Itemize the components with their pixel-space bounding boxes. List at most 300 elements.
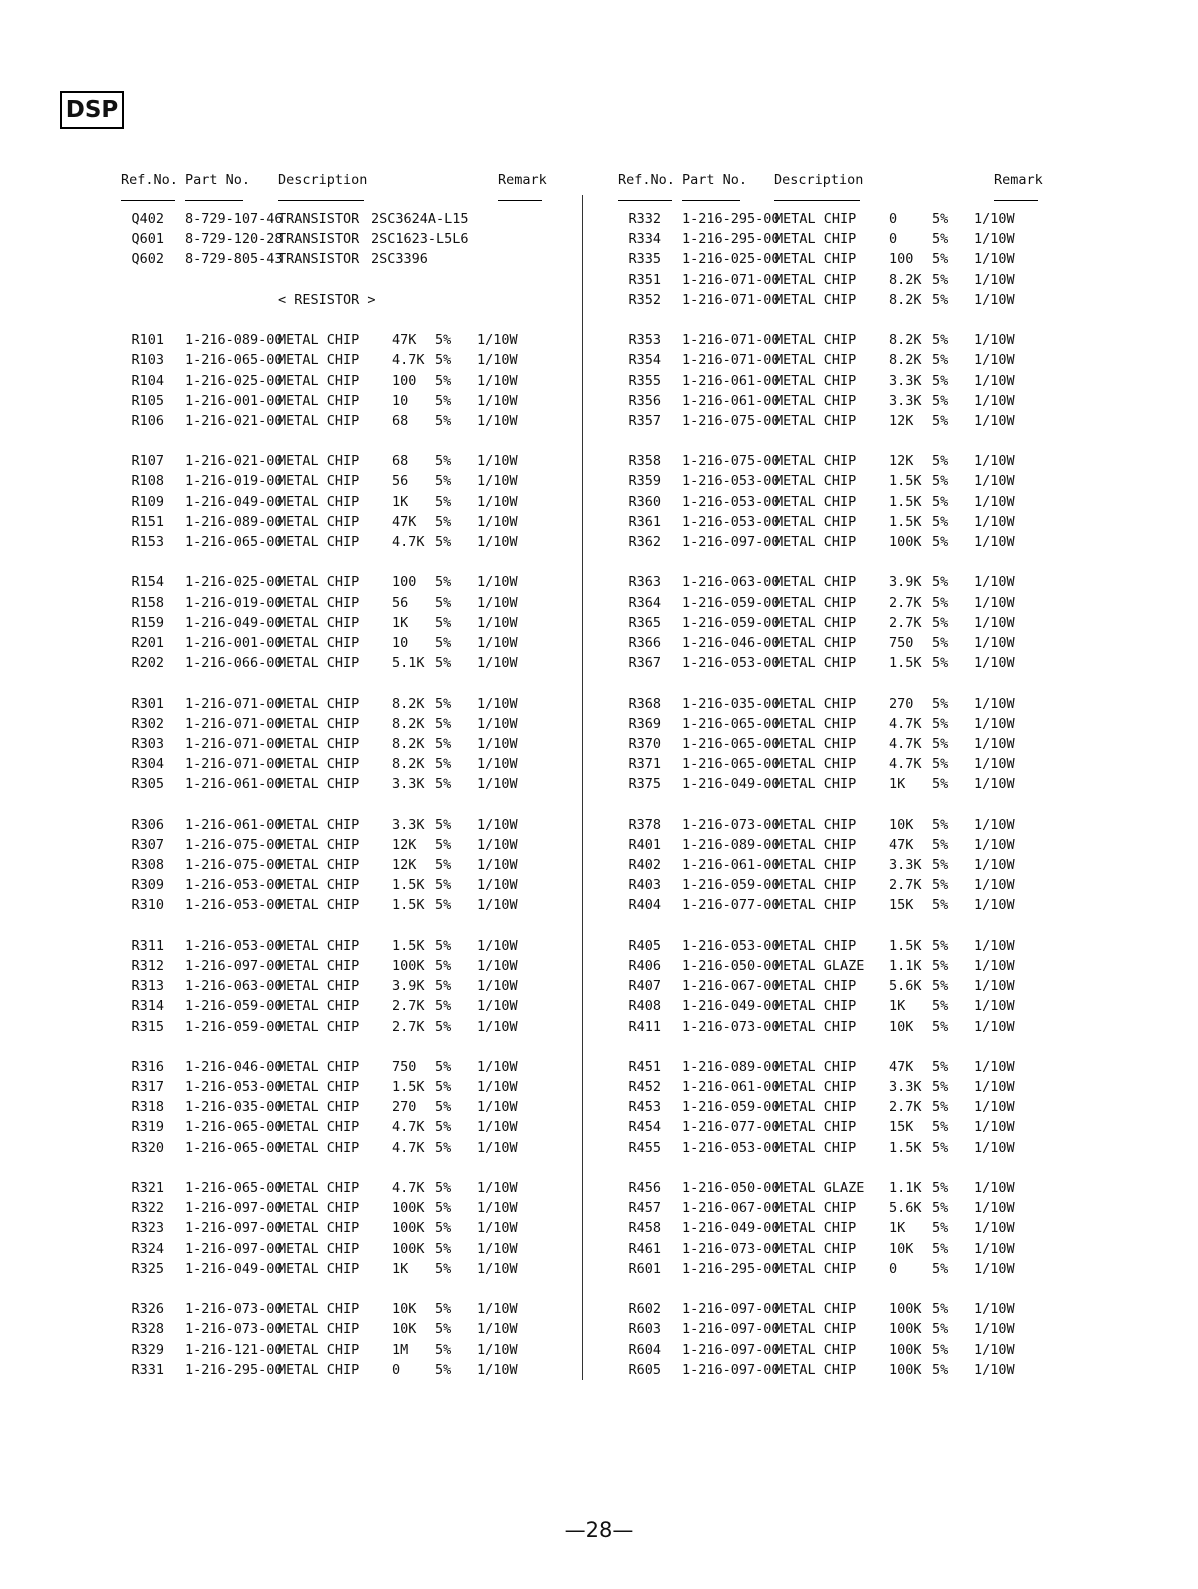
ref-no: R153: [131, 534, 164, 550]
table-row: [497, 978, 1015, 998]
ref-no: R307: [131, 836, 164, 853]
wattage: 1/10W: [477, 857, 518, 873]
resistance-value: 0: [392, 1361, 401, 1378]
ref-no: R202: [131, 655, 164, 672]
part-no: 1-216-061-00: [682, 392, 780, 409]
description: METAL CHIP: [278, 776, 360, 793]
table-row: [0, 473, 518, 493]
table-row: [0, 1119, 518, 1139]
tolerance: 5%: [435, 493, 452, 510]
part-no: 1-216-067-00: [682, 978, 780, 995]
tolerance: 5%: [932, 594, 949, 611]
ref-no: R353: [628, 332, 661, 349]
resistance-value: 8.2K: [392, 715, 425, 732]
wattage: 1/10W: [974, 1301, 1015, 1318]
description: METAL CHIP: [278, 1321, 360, 1338]
table-row: [0, 776, 518, 796]
wattage: 1/10W: [477, 1200, 518, 1217]
description: METAL CHIP: [775, 594, 857, 611]
tolerance: 5%: [932, 332, 949, 349]
wattage: 1/10W: [477, 655, 518, 672]
part-no: 8-729-120-28: [185, 231, 283, 248]
wattage: 1/10W: [477, 634, 518, 651]
part-no: 1-216-019-00: [185, 473, 283, 490]
wattage: 1/10W: [477, 1301, 518, 1318]
ref-no: R329: [131, 1341, 164, 1358]
resistance-value: 3.3K: [889, 372, 922, 389]
table-row: [0, 1301, 518, 1321]
part-no: 1-216-061-00: [682, 1079, 780, 1096]
resistance-value: 8.2K: [392, 695, 425, 712]
ref-no: R104: [131, 372, 164, 389]
table-row: [497, 655, 1015, 675]
description: METAL CHIP: [775, 877, 857, 894]
resistance-value: 270: [392, 1099, 417, 1116]
tolerance: 5%: [435, 836, 452, 853]
wattage: 1/10W: [974, 756, 1015, 773]
tolerance: 5%: [435, 513, 452, 530]
table-row: [0, 715, 518, 736]
tolerance: 5%: [435, 937, 452, 954]
tolerance: 5%: [932, 574, 949, 591]
ref-no: R358: [628, 453, 661, 470]
wattage: 1/10W: [974, 1119, 1015, 1136]
resistance-value: 4.7K: [889, 756, 922, 773]
description: METAL CHIP: [775, 513, 857, 530]
wattage: 1/10W: [974, 634, 1015, 651]
part-no: 1-216-059-00: [185, 1018, 283, 1035]
description: METAL CHIP: [278, 1119, 360, 1136]
spacer-row: [497, 1160, 997, 1180]
description: METAL CHIP: [775, 776, 857, 793]
wattage: 1/10W: [974, 1240, 1015, 1257]
resistance-value: 10K: [889, 816, 914, 833]
table-row: [0, 453, 518, 473]
resistance-value: 3.3K: [889, 392, 922, 409]
ref-no: R323: [131, 1220, 164, 1237]
tolerance: 5%: [435, 1058, 452, 1075]
tolerance: 5%: [932, 1058, 949, 1075]
description: METAL CHIP: [775, 392, 857, 409]
table-row: [497, 1301, 1015, 1321]
wattage: 1/10W: [974, 1321, 1015, 1338]
part-no: 1-216-071-00: [682, 352, 780, 369]
spacer-row: [0, 918, 500, 938]
ref-no: R457: [628, 1200, 661, 1217]
wattage: 1/10W: [477, 1058, 518, 1075]
wattage: 1/10W: [974, 816, 1015, 833]
spacer-row: [0, 433, 500, 453]
resistance-value: 1.5K: [392, 897, 425, 914]
description: METAL CHIP: [775, 614, 857, 631]
wattage: 1/10W: [477, 1180, 518, 1196]
table-row: [0, 513, 518, 534]
wattage: 1/10W: [477, 574, 518, 591]
ref-no: R356: [628, 392, 661, 409]
table-row: [0, 1139, 518, 1160]
tolerance: 5%: [932, 957, 949, 974]
part-no: 1-216-053-00: [682, 1139, 780, 1156]
wattage: 1/10W: [477, 1341, 518, 1358]
wattage: 1/10W: [477, 756, 518, 773]
resistance-value: 100K: [392, 957, 425, 974]
table-row: [0, 978, 518, 998]
ref-no: R109: [131, 493, 164, 510]
part-no: 1-216-001-00: [185, 634, 283, 651]
ref-no: R402: [628, 857, 661, 873]
resistance-value: 10: [392, 392, 409, 409]
description: METAL CHIP: [278, 756, 360, 773]
tolerance: 5%: [932, 372, 949, 389]
resistance-value: 1.1K: [889, 1180, 922, 1196]
tolerance: 5%: [435, 695, 452, 712]
resistance-value: 47K: [392, 332, 417, 349]
tolerance: 5%: [435, 534, 452, 550]
tolerance: 5%: [435, 352, 452, 369]
tolerance: 5%: [435, 776, 452, 793]
spacer-row: [497, 675, 997, 695]
table-row: [497, 332, 1015, 352]
part-no: 1-216-065-00: [682, 735, 780, 752]
wattage: 1/10W: [974, 1139, 1015, 1156]
ref-no: R605: [628, 1361, 661, 1378]
tolerance: 5%: [932, 937, 949, 954]
ref-no: R354: [628, 352, 661, 369]
part-no: 1-216-071-00: [185, 735, 283, 752]
header-underline: [618, 200, 672, 201]
part-no: 1-216-050-00: [682, 957, 780, 974]
resistance-value: 12K: [889, 453, 914, 470]
wattage: 1/10W: [477, 978, 518, 995]
resistance-value: 12K: [392, 857, 417, 873]
ref-no: R312: [131, 957, 164, 974]
ref-no: R308: [131, 857, 164, 873]
description: METAL CHIP: [775, 534, 857, 550]
tolerance: 5%: [932, 614, 949, 631]
wattage: 1/10W: [974, 836, 1015, 853]
wattage: 1/10W: [477, 715, 518, 732]
description: METAL CHIP: [278, 332, 360, 349]
part-no: 1-216-075-00: [682, 412, 780, 429]
description: TRANSISTOR: [278, 231, 360, 248]
tolerance: 5%: [932, 453, 949, 470]
table-row: [0, 634, 518, 655]
description: METAL CHIP: [278, 1341, 360, 1358]
resistance-value: 5.6K: [889, 1200, 922, 1217]
resistance-value: 12K: [392, 836, 417, 853]
wattage: 1/10W: [477, 412, 518, 429]
part-no: 1-216-049-00: [682, 998, 780, 1015]
ref-no: R455: [628, 1139, 661, 1156]
part-no: 1-216-097-00: [185, 1220, 283, 1237]
ref-no: R363: [628, 574, 661, 591]
tolerance: 5%: [932, 634, 949, 651]
page-number: —28—: [564, 1518, 634, 1542]
wattage: 1/10W: [477, 372, 518, 389]
part-no: 1-216-059-00: [185, 998, 283, 1015]
description: METAL CHIP: [775, 937, 857, 954]
header-remark: Remark: [994, 172, 1043, 188]
ref-no: R604: [628, 1341, 661, 1358]
wattage: 1/10W: [974, 857, 1015, 873]
description: METAL CHIP: [278, 574, 360, 591]
table-row: [497, 1139, 1015, 1160]
wattage: 1/10W: [477, 594, 518, 611]
part-no: 1-216-075-00: [185, 857, 283, 873]
table-row: [0, 594, 518, 615]
wattage: 1/10W: [477, 513, 518, 530]
part-no: 1-216-025-00: [185, 574, 283, 591]
resistance-value: 1.5K: [392, 937, 425, 954]
description: METAL CHIP: [775, 1058, 857, 1075]
table-row: [0, 1361, 518, 1382]
description: METAL CHIP: [278, 937, 360, 954]
description: METAL CHIP: [775, 352, 857, 369]
table-row: [497, 1361, 1015, 1382]
ref-no: R375: [628, 776, 661, 793]
table-row: [497, 392, 1015, 413]
header-description: Description: [278, 172, 368, 188]
resistance-value: 2.7K: [889, 594, 922, 611]
ref-no: R316: [131, 1058, 164, 1075]
table-row: [497, 271, 1015, 292]
ref-no: R602: [628, 1301, 661, 1318]
wattage: 1/10W: [974, 251, 1015, 268]
tolerance: 5%: [435, 1099, 452, 1116]
table-row: [497, 231, 1015, 251]
description: METAL CHIP: [278, 352, 360, 369]
wattage: 1/10W: [974, 897, 1015, 914]
wattage: 1/10W: [974, 1220, 1015, 1237]
table-row: [0, 1220, 518, 1240]
resistance-value: 68: [392, 453, 409, 470]
part-no: 1-216-021-00: [185, 412, 283, 429]
spacer-row: [0, 1160, 500, 1180]
description: METAL CHIP: [775, 978, 857, 995]
description: METAL CHIP: [278, 1220, 360, 1237]
part-no: 1-216-065-00: [185, 1119, 283, 1136]
wattage: 1/10W: [974, 372, 1015, 389]
ref-no: R108: [131, 473, 164, 490]
wattage: 1/10W: [974, 352, 1015, 369]
description: METAL CHIP: [278, 1260, 360, 1277]
table-row: [497, 756, 1015, 776]
ref-no: R313: [131, 978, 164, 995]
resistance-value: 8.2K: [889, 332, 922, 349]
description: METAL CHIP: [775, 493, 857, 510]
table-row: [0, 655, 518, 675]
resistance-value: 2.7K: [889, 1099, 922, 1116]
spacer-row: [0, 1039, 500, 1059]
part-no: 1-216-053-00: [682, 937, 780, 954]
part-no: 1-216-049-00: [185, 1260, 283, 1277]
resistance-value: 4.7K: [889, 715, 922, 732]
resistance-value: 68: [392, 412, 409, 429]
wattage: 1/10W: [477, 614, 518, 631]
resistance-value: 2.7K: [392, 998, 425, 1015]
ref-no: R201: [131, 634, 164, 651]
resistance-value: 100: [889, 251, 914, 268]
ref-no: R403: [628, 877, 661, 894]
part-no: 1-216-097-00: [185, 957, 283, 974]
description: METAL CHIP: [278, 513, 360, 530]
wattage: 1/10W: [477, 776, 518, 793]
tolerance: 5%: [932, 392, 949, 409]
description: METAL CHIP: [775, 756, 857, 773]
description: METAL CHIP: [775, 372, 857, 389]
description: METAL CHIP: [278, 453, 360, 470]
part-no: 1-216-053-00: [185, 897, 283, 914]
ref-no: R328: [131, 1321, 164, 1338]
wattage: 1/10W: [477, 473, 518, 490]
part-no: 1-216-089-00: [185, 513, 283, 530]
resistance-value: 3.3K: [889, 1079, 922, 1096]
resistance-value: 10K: [889, 1240, 914, 1257]
description: METAL CHIP: [278, 473, 360, 490]
wattage: 1/10W: [974, 291, 1015, 308]
tolerance: 5%: [932, 1301, 949, 1318]
header-underline: [994, 200, 1038, 201]
parts-list-left: [0, 211, 518, 1382]
resistance-value: 1.5K: [889, 655, 922, 672]
tolerance: 5%: [435, 816, 452, 833]
ref-no: R318: [131, 1099, 164, 1116]
part-no: 1-216-053-00: [185, 1079, 283, 1096]
resistance-value: 8.2K: [889, 271, 922, 288]
resistance-value: 1.5K: [889, 1139, 922, 1156]
ref-no: R101: [131, 332, 164, 349]
resistance-value: 1.5K: [392, 877, 425, 894]
part-no: 1-216-061-00: [185, 816, 283, 833]
ref-no: R406: [628, 957, 661, 974]
ref-no: R461: [628, 1240, 661, 1257]
wattage: 1/10W: [974, 1361, 1015, 1378]
part-no: 1-216-025-00: [185, 372, 283, 389]
spacer-row: [497, 1281, 997, 1301]
part-no: 1-216-035-00: [682, 695, 780, 712]
wattage: 1/10W: [974, 937, 1015, 954]
resistance-value: 3.3K: [392, 816, 425, 833]
resistance-value: 47K: [889, 836, 914, 853]
part-no: 1-216-295-00: [682, 231, 780, 248]
description: METAL CHIP: [278, 534, 360, 550]
table-row: [497, 1341, 1015, 1362]
description: TRANSISTOR: [278, 251, 360, 268]
ref-no: R324: [131, 1240, 164, 1257]
ref-no: R103: [131, 352, 164, 369]
wattage: 1/10W: [477, 735, 518, 752]
ref-no: R355: [628, 372, 661, 389]
part-no: 1-216-061-00: [682, 372, 780, 389]
wattage: 1/10W: [974, 534, 1015, 550]
resistance-value: 1K: [392, 1260, 409, 1277]
tolerance: 5%: [932, 473, 949, 490]
ref-no: Q601: [131, 231, 164, 248]
wattage: 1/10W: [974, 978, 1015, 995]
ref-no: R325: [131, 1260, 164, 1277]
resistance-value: 1K: [392, 493, 409, 510]
description: METAL CHIP: [775, 695, 857, 712]
table-row: [497, 594, 1015, 615]
tolerance: 5%: [435, 412, 452, 429]
tolerance: 5%: [435, 998, 452, 1015]
table-row: [497, 1200, 1015, 1220]
header-underline: [121, 200, 175, 201]
tolerance: 5%: [435, 1361, 452, 1378]
section-badge: DSP: [60, 91, 124, 129]
part-no: 1-216-053-00: [185, 877, 283, 894]
part-no: 1-216-089-00: [682, 836, 780, 853]
ref-no: Q602: [131, 251, 164, 268]
part-no: 1-216-075-00: [682, 453, 780, 470]
table-row: [497, 1119, 1015, 1139]
description: METAL GLAZE: [775, 957, 865, 974]
description: METAL CHIP: [775, 735, 857, 752]
description: METAL CHIP: [775, 1119, 857, 1136]
ref-no: R309: [131, 877, 164, 894]
spacer-row: [497, 433, 997, 453]
part-no: 1-216-053-00: [682, 473, 780, 490]
ref-no: R603: [628, 1321, 661, 1338]
part-no: 1-216-049-00: [185, 493, 283, 510]
resistance-value: 56: [392, 594, 409, 611]
tolerance: 5%: [932, 211, 949, 227]
table-row: [497, 1058, 1015, 1079]
wattage: 1/10W: [477, 836, 518, 853]
tolerance: 5%: [932, 1139, 949, 1156]
parts-list-right: [497, 211, 1015, 1382]
description: METAL GLAZE: [775, 1180, 865, 1196]
header-underline: [278, 200, 364, 201]
ref-no: R310: [131, 897, 164, 914]
table-row: [497, 614, 1015, 635]
resistance-value: 4.7K: [392, 1180, 425, 1196]
tolerance: 5%: [435, 453, 452, 470]
description: METAL CHIP: [775, 332, 857, 349]
description: METAL CHIP: [278, 655, 360, 672]
resistance-value: 8.2K: [889, 291, 922, 308]
part-no: 1-216-065-00: [185, 1180, 283, 1196]
description: METAL CHIP: [775, 1099, 857, 1116]
section-title: < RESISTOR >: [278, 291, 376, 308]
table-row: [0, 756, 518, 776]
part-no: 1-216-063-00: [682, 574, 780, 591]
table-row: [0, 1079, 518, 1099]
part-no: 1-216-061-00: [185, 776, 283, 793]
description: METAL CHIP: [278, 978, 360, 995]
table-row: [497, 473, 1015, 493]
resistance-value: 100K: [392, 1220, 425, 1237]
resistance-value: 4.7K: [392, 1139, 425, 1156]
tolerance: 5%: [932, 998, 949, 1015]
table-row: [497, 534, 1015, 554]
table-row: [497, 493, 1015, 514]
tolerance: 5%: [435, 1119, 452, 1136]
description: METAL CHIP: [278, 735, 360, 752]
description: METAL CHIP: [775, 1260, 857, 1277]
part-no: 1-216-066-00: [185, 655, 283, 672]
resistance-value: 2.7K: [889, 614, 922, 631]
wattage: 1/10W: [477, 493, 518, 510]
resistance-value: 100: [392, 372, 417, 389]
resistance-value: 100K: [889, 1341, 922, 1358]
wattage: 1/10W: [974, 1018, 1015, 1035]
spacer-row: [497, 554, 997, 574]
wattage: 1/10W: [974, 574, 1015, 591]
wattage: 1/10W: [974, 1079, 1015, 1096]
description: METAL CHIP: [775, 211, 857, 227]
description: METAL CHIP: [775, 291, 857, 308]
